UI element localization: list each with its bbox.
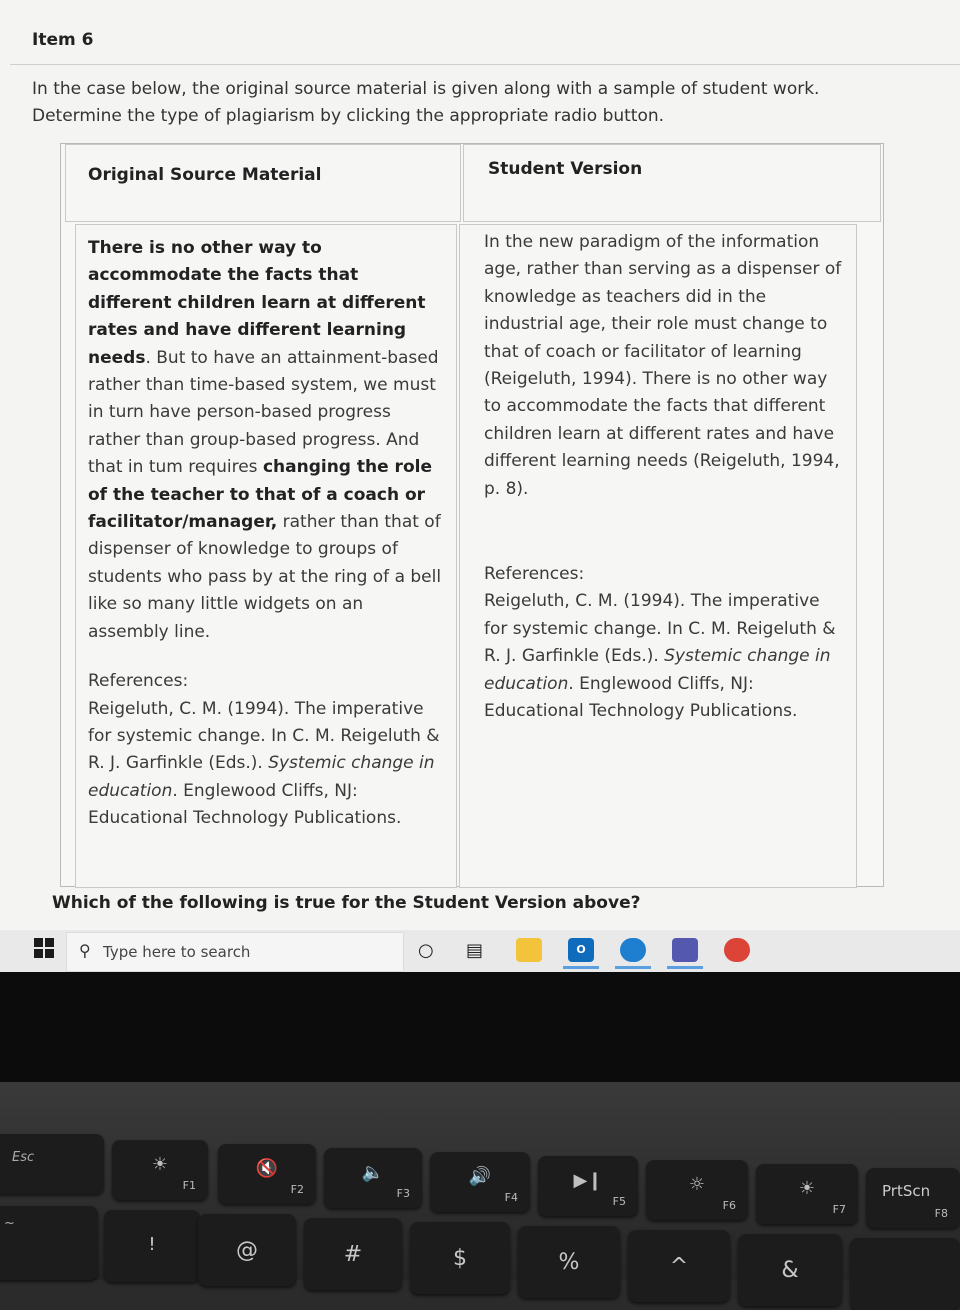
header-original-label: Original Source Material (88, 165, 322, 185)
key-f5: ▶❙ F5 (538, 1156, 638, 1216)
internet-explorer-icon[interactable] (620, 938, 646, 962)
key-f6: ☼ F6 (646, 1160, 748, 1220)
student-reference: Reigeluth, C. M. (1994). The imperative for systemic change. In C. M. Reigeluth & R. J. Garfinkle (Eds.). Systemic change in education. Englewood Cliffs, NJ: Educational Technology Publications. (484, 591, 836, 722)
header-original (65, 144, 461, 222)
key-7: & (738, 1234, 842, 1306)
keyboard (0, 1082, 960, 1283)
key-3: # (304, 1218, 402, 1290)
original-text (88, 235, 444, 833)
file-explorer-icon[interactable] (516, 938, 542, 962)
search-icon: ⚲ (79, 941, 91, 960)
item-title: Item 6 (32, 30, 94, 50)
student-text (484, 229, 848, 726)
outlook-icon[interactable]: O (568, 938, 594, 962)
windows-start-icon[interactable] (34, 938, 54, 958)
laptop-bezel (0, 972, 960, 1082)
key-1: ! (104, 1210, 200, 1282)
chrome-icon[interactable] (724, 938, 750, 962)
student-references-label: References: (484, 564, 585, 585)
original-ending: rather than that of dispenser of knowledge to groups of students who pass by at the ring of a bell like so many little widgets on an assembly line. (88, 512, 442, 642)
key-2: @ (198, 1214, 296, 1286)
header-student-label: Student Version (488, 159, 643, 179)
key-f3: 🔈 F3 (324, 1148, 422, 1208)
taskbar-search-input[interactable] (66, 932, 404, 972)
instructions: In the case below, the original source material is given along with a sample of student work. Determine the type of plagiarism by clicking the appropriate radio button. (32, 79, 820, 126)
active-indicator (667, 966, 703, 969)
active-indicator (563, 966, 599, 969)
key-tilde: ~ (0, 1206, 98, 1280)
key-4: $ (410, 1222, 510, 1294)
active-indicator (615, 966, 651, 969)
student-cell (459, 224, 857, 888)
task-view-icon[interactable]: ▤ (466, 940, 484, 961)
key-f7: ☀ F7 (756, 1164, 858, 1224)
original-middle: . But to have an attainment-based rather than time-based system, we must in turn have person-based progress rather than group-based progress. And that in tum requires (88, 347, 439, 478)
search-placeholder: Type here to search (103, 943, 251, 961)
key-8 (850, 1238, 960, 1310)
key-f2: 🔇 F2 (218, 1144, 316, 1204)
comparison-table (60, 143, 884, 887)
original-cell (75, 224, 457, 888)
divider (10, 64, 960, 65)
student-body: In the new paradigm of the information age, rather than serving as a dispenser of knowledge as teachers did in the industrial age, their role must change to that of coach or facilitator of learning (Reigeluth, 1994). There is no other way to accommodate the facts that different children learn at different rates and have different learning needs (Reigeluth, 1994, p. 8). (484, 232, 842, 499)
key-esc: Esc (0, 1134, 104, 1194)
key-5: % (518, 1226, 620, 1298)
original-reference: Reigeluth, C. M. (1994). The imperative for systemic change. In C. M. Reigeluth & R. J. Garfinkle (Eds.). Systemic change in education. Englewood Cliffs, NJ: Educational Technology Publications. (88, 698, 440, 829)
key-f1: ☀ F1 (112, 1140, 208, 1200)
key-f8: PrtScn F8 (866, 1168, 960, 1228)
teams-icon[interactable] (672, 938, 698, 962)
original-references-label: References: (88, 671, 189, 692)
key-6: ^ (628, 1230, 730, 1302)
header-student (463, 144, 881, 222)
question-text: Which of the following is true for the Student Version above? (52, 893, 641, 913)
original-bold-role: changing the role of the teacher to that of a coach or facilitator/manager, (88, 457, 432, 533)
cortana-icon[interactable]: ○ (418, 940, 434, 961)
original-bold-intro: There is no other way to accommodate the facts that different children learn at different rates and have different learning needs (88, 238, 426, 368)
taskbar (0, 930, 960, 972)
key-f4: 🔊 F4 (430, 1152, 530, 1212)
